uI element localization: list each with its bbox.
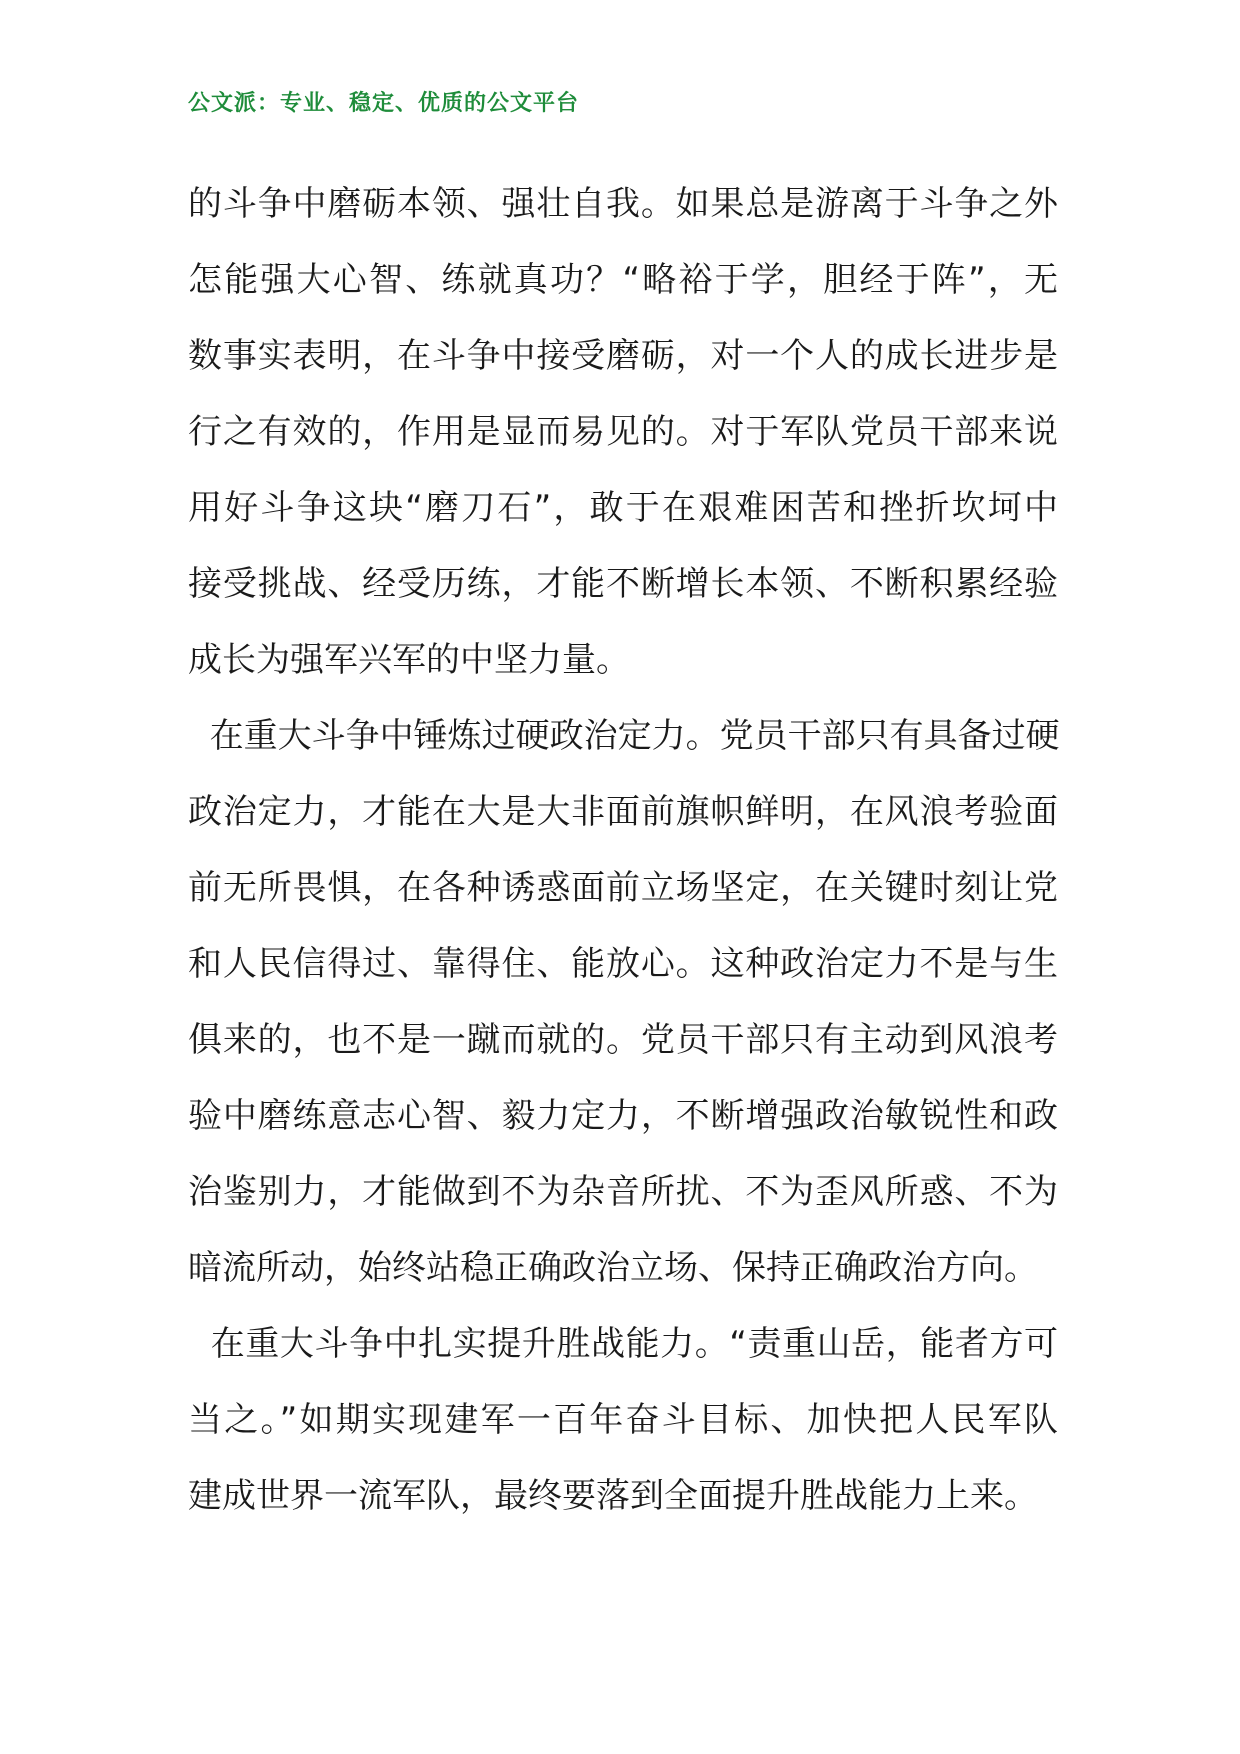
text-line: 暗流所动，始终站稳正确政治立场、保持正确政治方向。: [188, 1248, 1038, 1288]
text-line: 成长为强军兴军的中坚力量。: [188, 640, 630, 680]
text-line: 验中磨练意志心智、毅力定力，不断增强政治敏锐性和政: [188, 1096, 1058, 1136]
text-line: 在重大斗争中锤炼过硬政治定力。党员干部只有具备过硬: [188, 716, 1060, 756]
text-line: 当之。”如期实现建军一百年奋斗目标、加快把人民军队: [188, 1400, 1058, 1440]
text-line: 用好斗争这块“磨刀石”，敢于在艰难困苦和挫折坎坷中: [188, 488, 1058, 528]
page-header: 公文派：专业、稳定、优质的公文平台: [188, 91, 580, 116]
text-line: 建成世界一流军队，最终要落到全面提升胜战能力上来。: [188, 1476, 1038, 1516]
text-line: 接受挑战、经受历练，才能不断增长本领、不断积累经验: [188, 564, 1058, 604]
paragraph-3: [188, 1306, 1058, 1534]
paragraph-1: [188, 166, 1058, 698]
text-line: 怎能强大心智、练就真功？“略裕于学，胆经于阵”，无: [188, 260, 1058, 300]
text-line: 和人民信得过、靠得住、能放心。这种政治定力不是与生: [188, 944, 1058, 984]
text-line: 数事实表明，在斗争中接受磨砺，对一个人的成长进步是: [188, 336, 1058, 376]
text-line: 治鉴别力，才能做到不为杂音所扰、不为歪风所惑、不为: [188, 1172, 1058, 1212]
text-line: 政治定力，才能在大是大非面前旗帜鲜明，在风浪考验面: [188, 792, 1058, 832]
text-line: 俱来的，也不是一蹴而就的。党员干部只有主动到风浪考: [188, 1020, 1058, 1060]
text-line: 前无所畏惧，在各种诱惑面前立场坚定，在关键时刻让党: [188, 868, 1058, 908]
paragraph-2: [188, 698, 1058, 1306]
text-line: 的斗争中磨砺本领、强壮自我。如果总是游离于斗争之外: [188, 184, 1058, 224]
document-body: [188, 166, 1058, 1534]
text-line: 行之有效的，作用是显而易见的。对于军队党员干部来说: [188, 412, 1058, 452]
text-line: 在重大斗争中扎实提升胜战能力。“责重山岳，能者方可: [188, 1324, 1058, 1364]
